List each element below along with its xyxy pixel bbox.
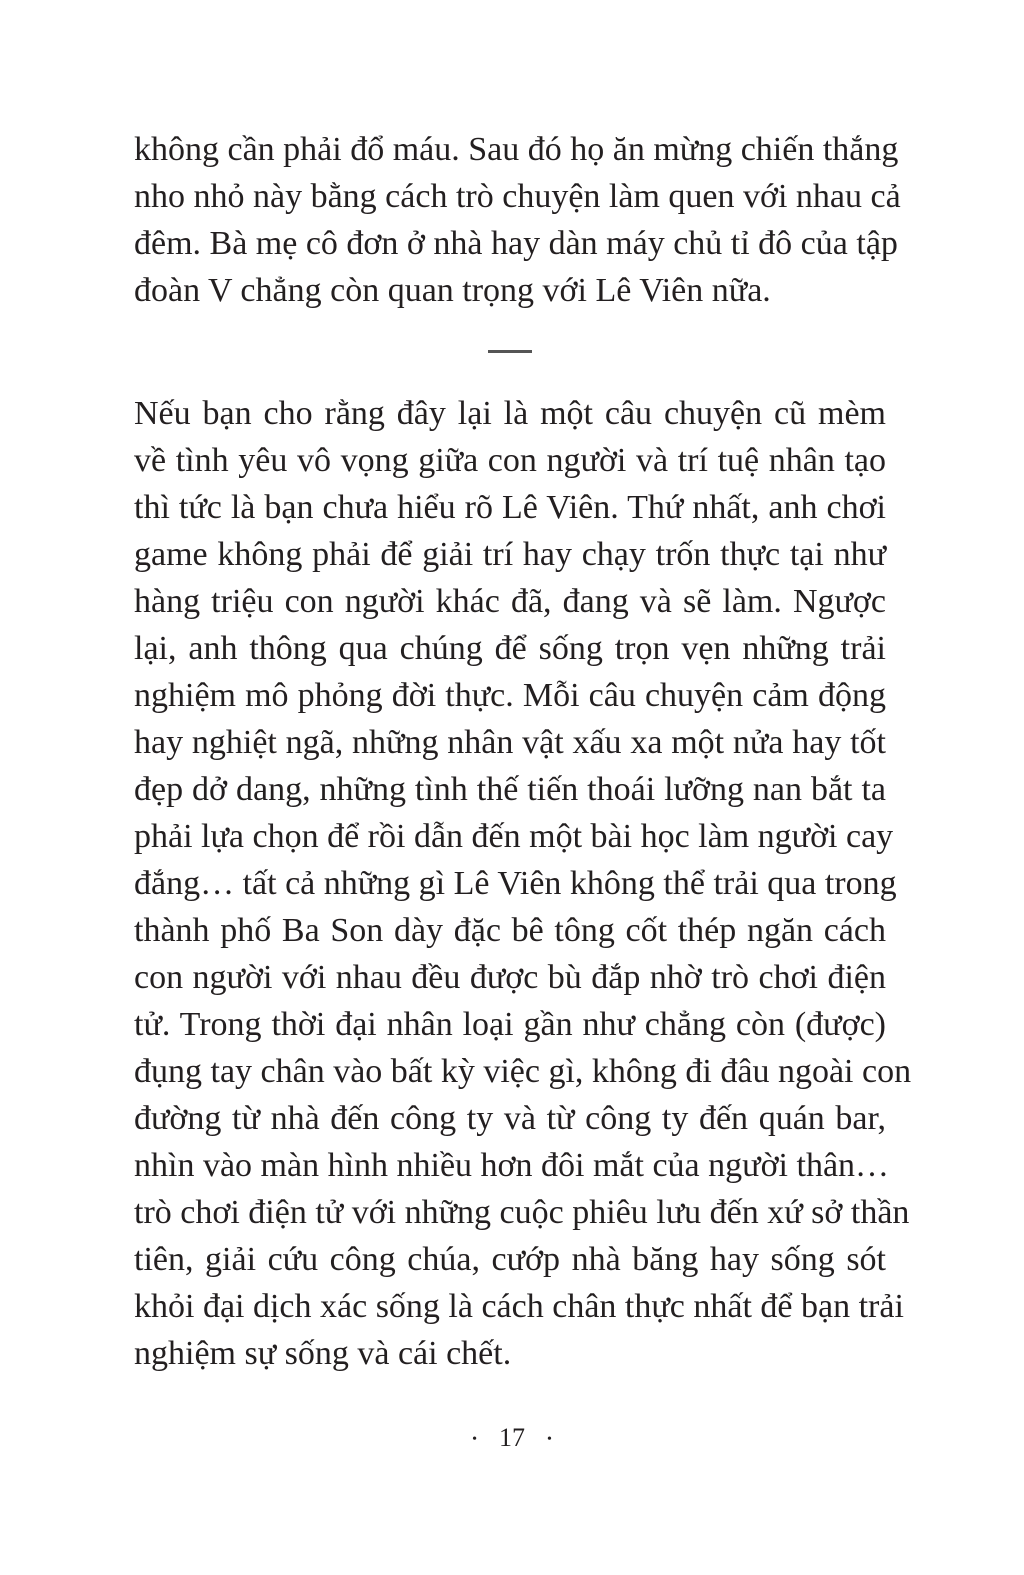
text-line: phải lựa chọn để rồi dẫn đến một bài học làm người cay [134, 818, 894, 855]
text-line: nhìn vào màn hình nhiều hơn đôi mắt của người thân… [134, 1147, 890, 1184]
text-line: trò chơi điện tử với những cuộc phiêu lưu đến xứ sở thần [134, 1194, 910, 1231]
page-footer [0, 1420, 1024, 1458]
text-line: nghiệm sự sống và cái chết. [134, 1335, 512, 1372]
text-line: Nếu bạn cho rằng đây lại là một câu chuyện cũ mèm [134, 395, 886, 432]
text-line: đoàn V chẳng còn quan trọng với Lê Viên nữa. [134, 272, 771, 309]
text-line: đường từ nhà đến công ty và từ công ty đến quán bar, [134, 1100, 886, 1137]
bullet-left: • [472, 1432, 477, 1448]
text-line: đẹp dở dang, những tình thế tiến thoái lưỡng nan bắt ta [134, 771, 886, 808]
text-line: lại, anh thông qua chúng để sống trọn vẹn những trải [134, 630, 886, 667]
text-line: thành phố Ba Son dày đặc bê tông cốt thép ngăn cách [134, 912, 886, 949]
text-line: đụng tay chân vào bất kỳ việc gì, không đi đâu ngoài con [134, 1053, 912, 1090]
text-line: đêm. Bà mẹ cô đơn ở nhà hay dàn máy chủ tỉ đô của tập [134, 225, 898, 262]
text-line: nho nhỏ này bằng cách trò chuyện làm quen với nhau cả [134, 178, 901, 215]
text-line: hàng triệu con người khác đã, đang và sẽ làm. Ngược [134, 583, 886, 620]
text-line: thì tức là bạn chưa hiểu rõ Lê Viên. Thứ nhất, anh chơi [134, 489, 886, 526]
text-line: không cần phải đổ máu. Sau đó họ ăn mừng chiến thắng [134, 131, 899, 168]
text-line: tử. Trong thời đại nhân loại gần như chẳng còn (được) [134, 1006, 886, 1043]
text-line: nghiệm mô phỏng đời thực. Mỗi câu chuyện cảm động [134, 677, 886, 714]
text-line: con người với nhau đều được bù đắp nhờ trò chơi điện [134, 959, 886, 996]
text-line: tiên, giải cứu công chúa, cướp nhà băng hay sống sót [134, 1241, 886, 1278]
paragraph-1 [134, 126, 901, 314]
text-line: hay nghiệt ngã, những nhân vật xấu xa một nửa hay tốt [134, 724, 886, 761]
text-line: game không phải để giải trí hay chạy trốn thực tại như [134, 536, 886, 573]
page-number: 17 [499, 1423, 525, 1452]
text-line: đắng… tất cả những gì Lê Viên không thể trải qua trong [134, 865, 897, 902]
section-separator [488, 350, 532, 353]
text-line: về tình yêu vô vọng giữa con người và trí tuệ nhân tạo [134, 442, 886, 479]
bullet-right: • [547, 1432, 552, 1448]
paragraph-2 [134, 390, 912, 1377]
text-line: khỏi đại dịch xác sống là cách chân thực nhất để bạn trải [134, 1288, 904, 1325]
